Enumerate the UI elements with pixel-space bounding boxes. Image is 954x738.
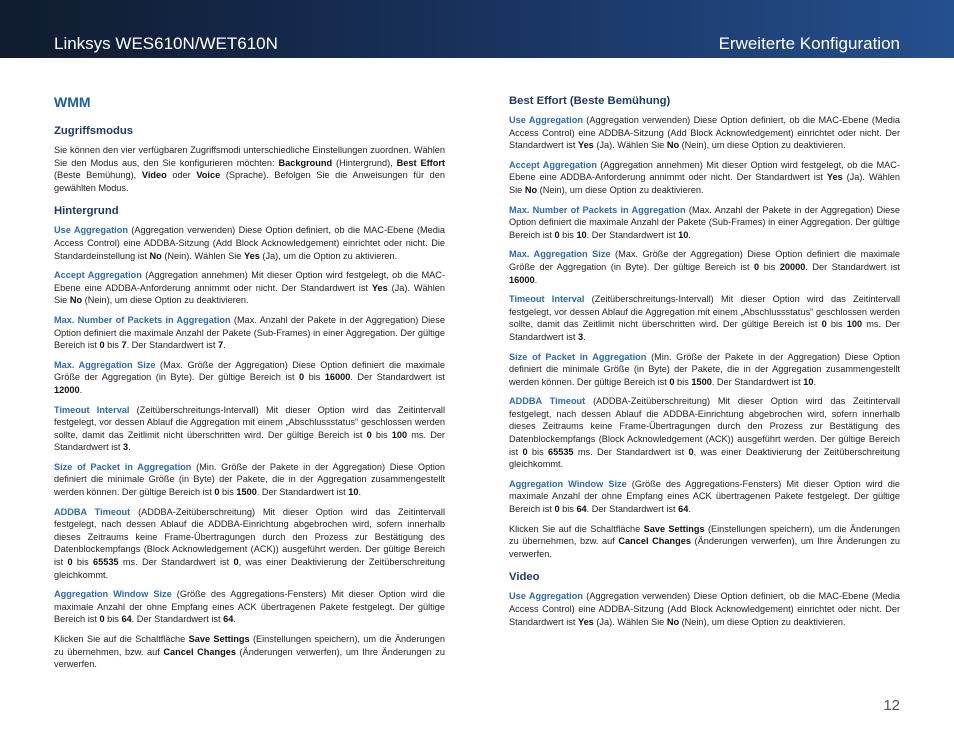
paragraph-max-packets: Max. Number of Packets in Aggregation (Max. Anzahl der Pakete in der Aggregation) Diese Option definiert die maximale Anzahl der Pakete (Sub-Frames) in einer Aggregation. Der gültige Bereich ist 0 bis 7. Der Standardwert ist 7. [54,314,445,351]
header-product-title: Linksys WES610N/WET610N [54,34,278,53]
paragraph-timeout-interval: Timeout Interval (Zeitüberschreitungs-Intervall) Mit dieser Option wird das Zeitintervall festgelegt, vor dessen Ablauf die Aggregation mit einem „Abschlussstatus“ geschlossen werden sollte, damit das Zeitlimit nicht überschritten wird. Der gültige Bereich ist 0 bis 100 ms. Der Standardwert ist 3. [509,294,901,342]
paragraph-accept-aggregation: Accept Aggregation (Aggregation annehmen) Mit dieser Option wird festgelegt, ob die MAC-Ebene eine ADDBA-Anforderung annimmt oder nicht. Der Standardwert ist Yes (Ja). Wählen Sie No (Nein), um diese Option zu deaktivieren. [54,270,445,306]
paragraph-timeout-interval: Timeout Interval (Zeitüberschreitungs-Intervall) Mit dieser Option wird das Zeitintervall festgelegt, vor dessen Ablauf die Aggregation mit einem „Abschlussstatus“ geschlossen werden sollte, damit das Zeitlimit nicht überschritten wird. Der gültige Bereich ist 0 bis 100 ms. Der Standardwert ist 3. [54,404,446,453]
left-column [54,94,445,678]
paragraph-addba-timeout: ADDBA Timeout (ADDBA-Zeitüberschreitung) Mit dieser Option wird das Zeitintervall festgelegt, nach dessen Ablauf die ADDBA-Einrichtung abgebrochen wird, sofern innerhalb dieses Zeitraums keine Frame-Übertragungen durch den Prozess zur Bestätigung des Datenblockempfangs (Block Acknowledgement (ACK)) ausgeführt werden. Der gültige Bereich ist 0 bis 65535 ms. Der Standardwert ist 0, was einer Deaktivierung der Zeitüberschreitung gleichkommt. [54,506,445,580]
paragraph-use-aggregation: Use Aggregation (Aggregation verwenden) Diese Option definiert, ob die MAC-Ebene (Media Access Control) eine ADDBA-Sitzung (Add Block Acknowledgement) einrichtet oder nicht. Die Standardeinstellung ist No (Nein). Wählen Sie Yes (Ja), um die Option zu aktivieren. [54,225,445,261]
paragraph-max-size: Max. Aggregation Size (Max. Größe der Aggregation) Diese Option definiert die maximale Größe der Aggregation (in Byte). Der gültige Bereich ist 0 bis 16000. Der Standardwert ist 12000. [54,359,445,395]
paragraph-use-aggregation: Use Aggregation (Aggregation verwenden) Diese Option definiert, ob die MAC-Ebene (Media Access Control) eine ADDBA-Sitzung (Add Block Acknowledgement) einrichtet oder nicht. Der Standardwert ist Yes (Ja). Wählen Sie No (Nein), um diese Option zu deaktivieren. [509,591,900,627]
right-column [509,94,900,635]
section-title-wmm: WMM [54,94,91,110]
paragraph-size-of-packet: Size of Packet in Aggregation (Min. Größe der Pakete in der Aggregation) Diese Option definiert die minimale Größe (in Byte) der Pakete, die in der Aggregation zusammengestellt werden können. Der gültige Bereich ist 0 bis 1500. Der Standardwert ist 10. [54,461,445,498]
heading-hintergrund: Hintergrund [54,205,119,218]
paragraph-save-settings: Klicken Sie auf die Schaltfläche Save Settings (Einstellungen speichern), um die Änderungen zu übernehmen, bzw. auf Cancel Changes (Änderungen verwerfen), um Ihre Änderungen zu verwerfen. [54,634,445,670]
heading-best-effort: Best Effort (Beste Bemühung) [509,95,671,107]
paragraph-max-packets: Max. Number of Packets in Aggregation (Max. Anzahl der Pakete in der Aggregation) Diese Option definiert die maximale Anzahl der Pakete (Sub-Frames) in einer Aggregation. Der gültige Bereich ist 0 bis 10. Der Standardwert ist 10. [509,204,900,240]
page-header [0,0,954,58]
paragraph-accept-aggregation: Accept Aggregation (Aggregation annehmen) Mit dieser Option wird festgelegt, ob die MAC-Ebene eine ADDBA-Anforderung annimmt oder nicht. Der Standardwert ist Yes (Ja). Wählen Sie No (Nein), um diese Option zu deaktivieren. [509,159,900,195]
header-chapter-title: Erweiterte Konfiguration [718,34,900,53]
paragraph-save-settings: Klicken Sie auf die Schaltfläche Save Settings (Einstellungen speichern), um die Änderungen zu übernehmen, bzw. auf Cancel Changes (Änderungen verwerfen), um Ihre Änderungen zu verwerfen. [509,523,900,559]
paragraph-window-size: Aggregation Window Size (Größe des Aggregations-Fensters) Mit dieser Option wird die maximale Anzahl der ohne Empfang eines ACK übertragenen Pakete festgelegt. Der gültige Bereich ist 0 bis 64. Der Standardwert ist 64. [54,589,445,625]
paragraph-size-of-packet: Size of Packet in Aggregation (Min. Größe der Pakete in der Aggregation) Diese Option definiert die minimale Größe (in Byte) der Pakete, die in der Aggregation zusammengestellt werden können. Der gültige Bereich ist 0 bis 1500. Der Standardwert ist 10. [509,351,900,387]
page-number: 12 [883,697,900,714]
heading-zugriffsmodus: Zugriffsmodus [54,125,134,137]
paragraph-max-size: Max. Aggregation Size (Max. Größe der Aggregation) Diese Option definiert die maximale Größe der Aggregation (in Byte). Der gültige Bereich ist 0 bis 20000. Der Standardwert ist 16000. [509,249,900,285]
paragraph-addba-timeout: ADDBA Timeout (ADDBA-Zeitüberschreitung) Mit dieser Option wird das Zeitintervall festgelegt, nach dessen Ablauf die ADDBA-Einrichtung abgebrochen wird, sofern innerhalb dieses Zeitraums keine Frame-Übertragungen durch den Prozess zur Bestätigung des Datenblockempfangs (Block Acknowledgement (ACK)) ausgeführt werden. Der gültige Bereich ist 0 bis 65535 ms. Der Standardwert ist 0, was einer Deaktivierung der Zeitüberschreitung gleichkommt. [509,396,900,470]
heading-video: Video [509,571,540,584]
paragraph-zugriffsmodus: Sie können den vier verfügbaren Zugriffsmodi unterschiedliche Einstellungen zuordnen. Wählen Sie den Modus aus, den Sie konfigurieren möchten: Background (Hintergrund), Best Effort (Beste Bemühung), Video oder Voice (Sprache). Befolgen Sie die Anweisungen für den gewählten Modus. [54,145,445,193]
paragraph-window-size: Aggregation Window Size (Größe des Aggregations-Fensters) Mit dieser Option wird die maximale Anzahl der ohne Empfang eines ACK übertragenen Pakete festgelegt. Der gültige Bereich ist 0 bis 64. Der Standardwert ist 64. [509,478,900,515]
paragraph-use-aggregation: Use Aggregation (Aggregation verwenden) Diese Option definiert, ob die MAC-Ebene (Media Access Control) eine ADDBA-Sitzung (Add Block Acknowledgement) einrichtet oder nicht. Der Standardwert ist Yes (Ja). Wählen Sie No (Nein), um diese Option zu deaktivieren. [509,115,900,151]
